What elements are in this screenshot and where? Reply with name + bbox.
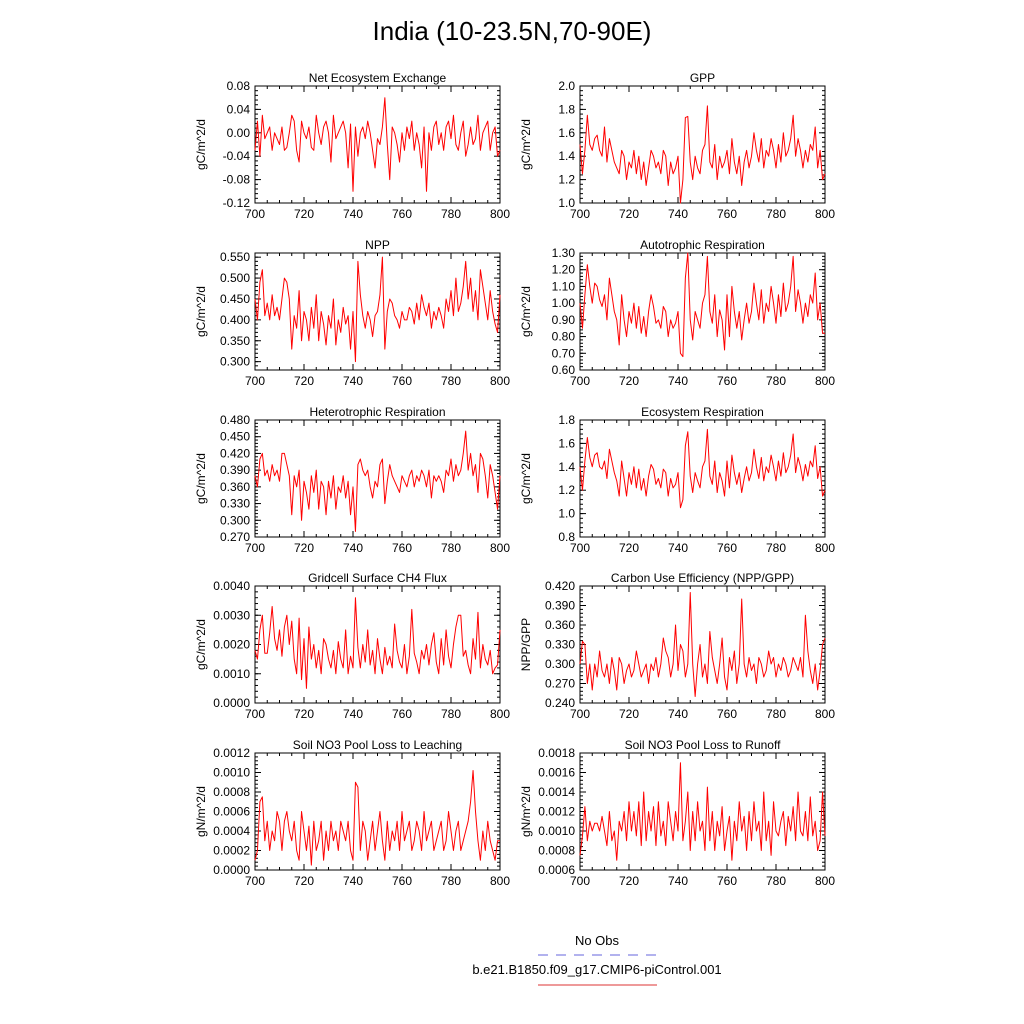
series-line [580,106,825,203]
y-tick-label: 0.360 [544,618,575,632]
y-tick-label: 0.300 [544,657,575,671]
y-axis-label: gN/m^2/d [194,786,208,837]
y-tick-label: 0.390 [544,598,575,613]
plot-frame [580,420,825,537]
y-axis-label: NPP/GPP [519,617,533,672]
y-tick-label: 0.0014 [538,785,575,799]
y-tick-label: 1.00 [551,296,575,311]
y-tick-label: 0.300 [219,513,250,528]
y-tick-label: 0.0010 [213,666,250,681]
y-tick-label: 1.20 [551,262,575,277]
x-tick-label: 720 [618,207,640,221]
panel-title: Carbon Use Efficiency (NPP/GPP) [610,571,795,585]
x-tick-label: 780 [765,874,787,888]
y-tick-label: 0.0040 [213,579,250,593]
panel-6 [194,571,510,721]
x-tick-label: 720 [618,707,640,721]
y-tick-label: 0.0018 [538,746,575,760]
x-tick-label: 760 [391,374,413,388]
x-tick-label: 740 [342,207,364,221]
y-tick-label: 0.8 [558,530,575,544]
y-tick-label: -0.12 [222,196,250,210]
x-tick-label: 800 [814,707,836,721]
y-tick-label: 0.500 [219,271,250,286]
x-tick-label: 740 [667,707,689,721]
y-tick-label: 0.270 [219,530,250,544]
x-tick-label: 700 [244,707,266,721]
x-tick-label: 780 [440,374,462,388]
x-tick-label: 740 [342,874,364,888]
y-tick-label: 0.350 [219,333,250,348]
y-tick-label: 1.30 [551,246,575,260]
x-tick-label: 780 [440,207,462,221]
x-tick-label: 700 [569,707,591,721]
series-line [255,257,500,361]
y-tick-label: 0.0030 [213,608,250,623]
y-axis-label: gC/m^2/d [519,453,533,504]
x-tick-label: 800 [814,541,836,555]
x-tick-label: 700 [569,874,591,888]
y-tick-label: -0.08 [222,172,250,187]
x-tick-label: 700 [244,541,266,555]
panel-1 [519,71,835,221]
plot-frame [255,420,500,537]
x-tick-label: 780 [440,541,462,555]
y-tick-label: 0.0004 [213,824,250,838]
panel-title: Soil NO3 Pool Loss to Leaching [292,738,463,752]
y-tick-label: 0.420 [544,579,575,593]
x-tick-label: 720 [293,874,315,888]
x-tick-label: 800 [489,541,511,555]
y-tick-label: 0.550 [219,250,250,265]
x-tick-label: 780 [765,541,787,555]
y-axis-label: gN/m^2/d [519,786,533,837]
panel-3 [519,238,835,388]
plot-frame [255,753,500,870]
panel-8 [194,738,510,888]
panel-2 [194,238,510,388]
y-tick-label: 0.04 [226,102,250,117]
y-tick-label: 0.0012 [538,804,575,819]
x-tick-label: 740 [667,207,689,221]
y-axis-label: gC/m^2/d [194,453,208,504]
y-tick-label: 1.6 [558,436,575,451]
y-tick-label: 0.0010 [213,765,250,780]
y-tick-label: 1.8 [558,102,575,117]
y-axis-label: gC/m^2/d [194,286,208,337]
panel-7 [519,571,835,721]
series-line [255,598,500,689]
x-tick-label: 740 [667,374,689,388]
y-tick-label: 0.450 [219,429,250,444]
y-tick-label: 0.270 [544,676,575,691]
x-tick-label: 700 [244,374,266,388]
y-tick-label: 0.360 [219,479,250,494]
y-tick-label: 1.4 [558,149,575,164]
x-tick-label: 740 [667,541,689,555]
y-tick-label: 0.0012 [213,746,250,760]
y-tick-label: 0.08 [226,79,250,93]
series-line [580,429,825,507]
series-line [255,98,500,192]
x-tick-label: 800 [489,207,511,221]
x-tick-label: 760 [716,874,738,888]
panel-title: Ecosystem Respiration [641,405,764,419]
panel-title: Soil NO3 Pool Loss to Runoff [624,738,781,752]
series-line [580,253,825,357]
figure-title: India (10-23.5N,70-90E) [372,16,652,46]
legend-label-1: b.e21.B1850.f09_g17.CMIP6-piControl.001 [472,962,722,977]
x-tick-label: 720 [618,374,640,388]
panel-grid [194,71,835,888]
panel-title: Gridcell Surface CH4 Flux [308,571,447,585]
x-tick-label: 760 [391,707,413,721]
y-tick-label: 0.480 [219,413,250,427]
plot-frame [580,86,825,203]
y-tick-label: 1.0 [558,196,575,210]
y-tick-label: 0.330 [219,496,250,511]
x-tick-label: 800 [814,374,836,388]
y-tick-label: 1.6 [558,125,575,140]
y-tick-label: 0.450 [219,291,250,306]
series-line [255,431,500,531]
y-tick-label: 0.0006 [213,804,250,819]
x-tick-label: 800 [814,207,836,221]
series-line [580,763,825,861]
y-tick-label: 0.90 [551,312,575,327]
x-tick-label: 740 [342,374,364,388]
panel-5 [519,405,835,555]
x-tick-label: 740 [667,874,689,888]
series-line [255,771,500,866]
x-tick-label: 780 [765,207,787,221]
y-tick-label: 1.2 [558,483,575,498]
y-tick-label: 0.0002 [213,843,250,858]
panel-0 [194,71,510,221]
y-axis-label: gC/m^2/d [519,119,533,170]
y-tick-label: 0.00 [226,125,250,140]
x-tick-label: 780 [440,707,462,721]
y-tick-label: 1.0 [558,506,575,521]
y-axis-label: gC/m^2/d [519,286,533,337]
y-tick-label: 0.400 [219,312,250,327]
x-tick-label: 780 [765,374,787,388]
y-tick-label: 1.2 [558,172,575,187]
y-tick-label: 0.300 [219,354,250,369]
y-tick-label: 0.0008 [213,785,250,799]
y-tick-label: 0.0016 [538,765,575,780]
y-tick-label: 0.0008 [538,843,575,858]
x-tick-label: 760 [716,707,738,721]
y-tick-label: -0.04 [222,149,250,164]
panel-9 [519,738,835,888]
y-tick-label: 1.10 [551,279,575,294]
x-tick-label: 780 [440,874,462,888]
x-tick-label: 700 [569,207,591,221]
y-tick-label: 0.60 [551,363,575,377]
x-tick-label: 740 [342,541,364,555]
x-tick-label: 740 [342,707,364,721]
y-tick-label: 0.390 [219,463,250,478]
panel-4 [194,405,510,555]
panel-title: NPP [365,238,390,252]
series-line [580,593,825,697]
x-tick-label: 800 [814,874,836,888]
y-tick-label: 1.8 [558,413,575,427]
x-tick-label: 760 [391,874,413,888]
x-tick-label: 720 [293,541,315,555]
y-tick-label: 0.0010 [538,824,575,838]
x-tick-label: 700 [569,374,591,388]
x-tick-label: 760 [391,541,413,555]
panel-title: GPP [689,71,716,85]
x-tick-label: 720 [293,374,315,388]
plot-frame [580,253,825,370]
y-tick-label: 0.80 [551,329,575,344]
x-tick-label: 760 [716,541,738,555]
y-tick-label: 0.0020 [213,637,250,652]
x-tick-label: 720 [293,207,315,221]
y-axis-label: gC/m^2/d [194,119,208,170]
x-tick-label: 800 [489,707,511,721]
y-tick-label: 0.0000 [213,863,250,877]
x-tick-label: 720 [618,541,640,555]
y-tick-label: 0.0000 [213,696,250,710]
x-tick-label: 760 [716,207,738,221]
x-tick-label: 780 [765,707,787,721]
y-tick-label: 0.240 [544,696,575,710]
x-tick-label: 800 [489,874,511,888]
x-tick-label: 760 [716,374,738,388]
x-tick-label: 760 [391,207,413,221]
y-tick-label: 0.330 [544,637,575,652]
x-tick-label: 700 [244,874,266,888]
y-axis-label: gC/m^2/d [194,619,208,670]
x-tick-label: 800 [489,374,511,388]
x-tick-label: 720 [618,874,640,888]
x-tick-label: 700 [244,207,266,221]
legend [472,933,721,985]
y-tick-label: 0.70 [551,346,575,361]
y-tick-label: 2.0 [558,79,575,93]
panel-title: Heterotrophic Respiration [309,405,446,419]
legend-label-0: No Obs [574,933,620,948]
y-tick-label: 0.420 [219,446,250,461]
x-tick-label: 720 [293,707,315,721]
panel-title: Net Ecosystem Exchange [308,71,447,85]
y-tick-label: 1.4 [558,459,575,474]
panel-title: Autotrophic Respiration [640,238,765,252]
x-tick-label: 700 [569,541,591,555]
y-tick-label: 0.0006 [538,863,575,877]
